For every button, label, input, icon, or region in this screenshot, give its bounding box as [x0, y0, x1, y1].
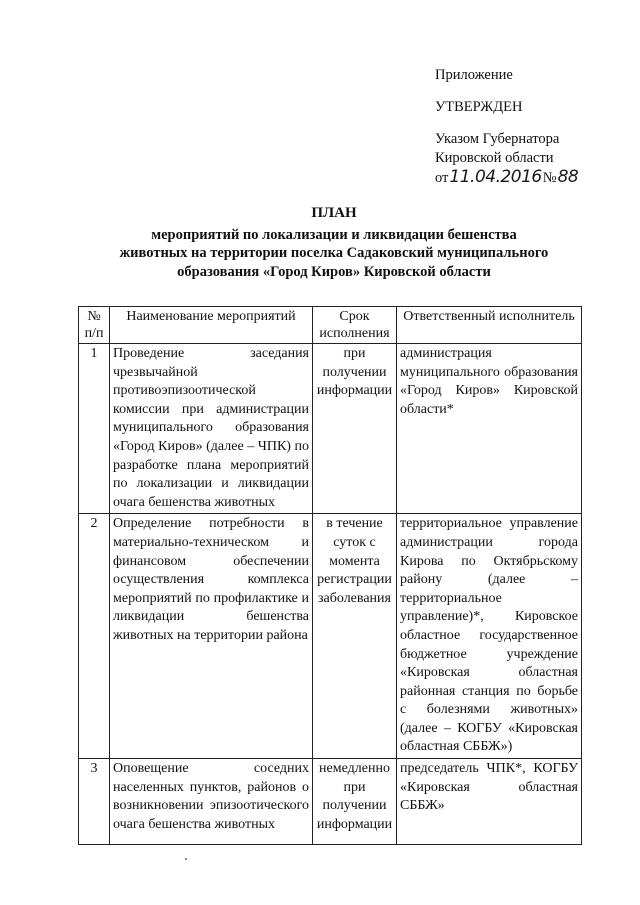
table-row — [79, 759, 582, 845]
title-line-3: образования «Город Киров» Кировской области — [177, 263, 491, 280]
plan-heading: ПЛАН — [311, 205, 357, 221]
scan-speck — [185, 858, 187, 860]
table-header-row — [79, 307, 582, 344]
document-title — [60, 204, 608, 281]
table-row — [79, 514, 582, 759]
header-name: Наименование мероприятий — [110, 307, 313, 344]
from-prefix: от — [435, 170, 449, 186]
number-sign: № — [542, 170, 557, 186]
row-term: немедленно при получении информации — [313, 759, 397, 845]
row-name: Оповещение соседних населенных пунктов, районов о возникновении эпизоотического очага бешенства животных — [110, 759, 313, 845]
plan-table — [78, 306, 582, 845]
appendix-label: Приложение — [435, 67, 513, 83]
row-resp: администрация муниципального образования «Город Киров» Кировской области* — [397, 344, 582, 514]
approved-label: УТВЕРЖДЕН — [435, 99, 523, 115]
row-term: в течение суток с момента регистрации заболевания — [313, 514, 397, 759]
row-resp: председатель ЧПК*, КОГБУ «Кировская областная СББЖ» — [397, 759, 582, 845]
handwritten-date: 11.04.2016 — [449, 167, 542, 187]
row-num: 3 — [79, 759, 110, 845]
title-line-2: животных на территории поселка Садаковский муниципального — [119, 245, 549, 261]
row-num: 2 — [79, 514, 110, 759]
decree-label: Указом Губернатора — [435, 131, 560, 147]
row-name: Проведение заседания чрезвычайной противоэпизоотической комиссии при администрации муниципального образования «Город Киров» (далее – ЧПК) по разработке плана мероприятий по локализации и ликвидации очага бешенства животных — [110, 344, 313, 514]
table-row — [79, 344, 582, 514]
decree-date-number — [435, 168, 579, 188]
title-line-1: мероприятий по локализации и ликвидации бешенства — [151, 226, 517, 243]
header-num: № п/п — [79, 307, 110, 344]
row-term: при получении информации — [313, 344, 397, 514]
row-resp: территориальное управление администрации города Кирова по Октябрьскому району (далее – территориальное управление)*, Кировское областное государственное бюджетное учреждение «Кировская областная районная станция по борьбе с болезнями животных» (далее – КОГБУ «Кировская областная СББЖ») — [397, 514, 582, 759]
region-label: Кировской области — [435, 150, 554, 166]
header-term: Срок исполнения — [313, 307, 397, 344]
header-resp: Ответственный исполнитель — [397, 307, 582, 344]
approval-block — [435, 66, 579, 188]
handwritten-number: 88 — [557, 167, 579, 187]
row-num: 1 — [79, 344, 110, 514]
row-name: Определение потребности в материально-техническом и финансовом обеспечении осуществления комплекса мероприятий по профилактике и ликвидации бешенства животных на территории района — [110, 514, 313, 759]
